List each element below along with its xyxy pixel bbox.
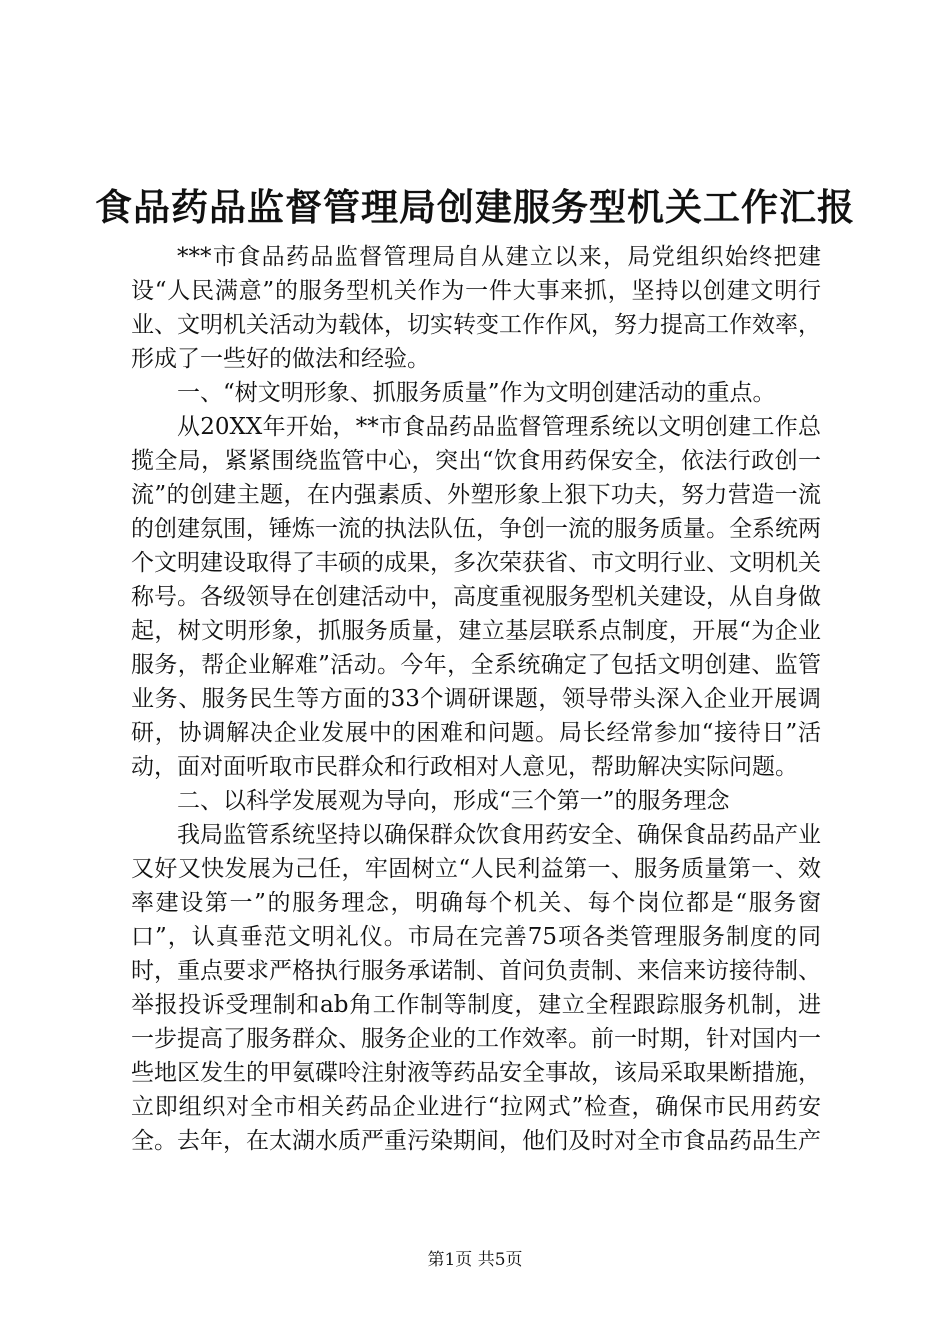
section-heading-1: 一、“树文明形象、抓服务质量”作为文明创建活动的重点。: [177, 380, 776, 406]
page-footer: 第1页 共5页: [427, 1250, 523, 1270]
intro-paragraph: ***市食品药品监督管理局自从建立以来，局党组织始终把建设“人民满意”的服务型机关作为一件大事来抓，坚持以创建文明行业、文明机关活动为载体，切实转变工作作风，努力提高工作效率，形成了一些好的做法和经验。: [131, 244, 821, 372]
section-1-paragraph: 从20XX年开始，**市食品药品监督管理系统以文明创建工作总揽全局，紧紧围绕监管中心，突出“饮食用药保安全，依法行政创一流”的创建主题，在内强素质、外塑形象上狠下功夫，努力营造一流的创建氛围，锤炼一流的执法队伍，争创一流的服务质量。全系统两个文明建设取得了丰硕的成果，多次荣获省、市文明行业、文明机关称号。各级领导在创建活动中，高度重视服务型机关建设，从自身做起，树文明形象，抓服务质量，建立基层联系点制度，开展“为企业服务，帮企业解难”活动。今年，全系统确定了包括文明创建、监管业务、服务民生等方面的33个调研课题，领导带头深入企业开展调研，协调解决企业发展中的困难和问题。局长经常参加“接待日”活动，面对面听取市民群众和行政相对人意见，帮助解决实际问题。: [131, 414, 821, 780]
document-title: 食品药品监督管理局创建服务型机关工作汇报: [95, 185, 855, 229]
section-2-paragraph: 我局监管系统坚持以确保群众饮食用药安全、确保食品药品产业又好又快发展为己任，牢固树立“人民利益第一、服务质量第一、效率建设第一”的服务理念，明确每个机关、每个岗位都是“服务窗口”，认真垂范文明礼仪。市局在完善75项各类管理服务制度的同时，重点要求严格执行服务承诺制、首问负责制、来信来访接待制、举报投诉受理制和ab角工作制等制度，建立全程跟踪服务机制，进一步提高了服务群众、服务企业的工作效率。前一时期，针对国内一些地区发生的甲氨碟呤注射液等药品安全事故，该局采取果断措施，立即组织对全市相关药品企业进行“拉网式”检查，确保市民用药安全。去年，在太湖水质严重污染期间，他们及时对全市食品药品生产: [131, 822, 821, 1154]
document-body: [131, 240, 821, 1158]
section-heading-2: 二、以科学发展观为导向，形成“三个第一”的服务理念: [177, 788, 730, 814]
